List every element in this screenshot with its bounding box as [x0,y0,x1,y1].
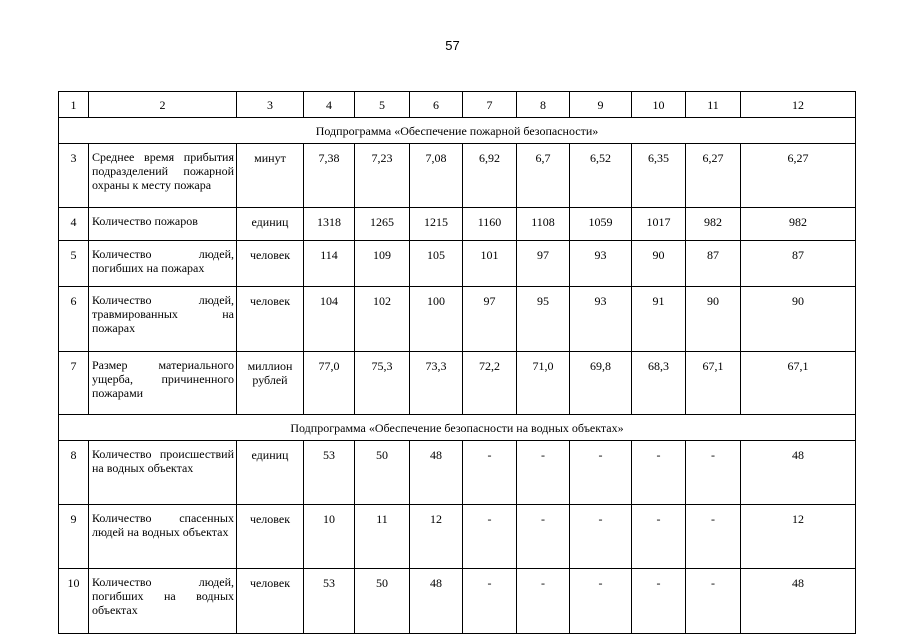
value-cell: 12 [741,505,856,569]
value-cell: 90 [632,241,686,287]
indicator-name: Количество спасенных людей на водных объектах [89,505,237,569]
value-cell: 95 [517,287,570,352]
page-number: 57 [445,38,460,53]
row-number: 4 [59,208,89,241]
value-cell: - [463,441,517,505]
row-number: 9 [59,505,89,569]
value-cell: - [570,505,632,569]
unit-cell: единиц [237,208,304,241]
value-cell: 90 [741,287,856,352]
value-cell: 11 [355,505,410,569]
value-cell: 97 [463,287,517,352]
value-cell: 1160 [463,208,517,241]
header-cell: 2 [89,92,237,118]
value-cell: 6,7 [517,144,570,208]
header-cell: 9 [570,92,632,118]
value-cell: 105 [410,241,463,287]
value-cell: 93 [570,287,632,352]
value-cell: 69,8 [570,352,632,415]
indicator-name: Количество пожаров [89,208,237,241]
section-title: Подпрограмма «Обеспечение пожарной безопасности» [59,118,856,144]
section-row-fire-safety [59,118,856,144]
value-cell: 6,92 [463,144,517,208]
value-cell: 87 [741,241,856,287]
value-cell: 6,27 [686,144,741,208]
value-cell: 53 [304,441,355,505]
unit-cell: человек [237,505,304,569]
value-cell: 104 [304,287,355,352]
row-number: 3 [59,144,89,208]
value-cell: 1059 [570,208,632,241]
value-cell: 48 [410,441,463,505]
value-cell: 12 [410,505,463,569]
row-number: 10 [59,569,89,634]
value-cell: - [463,505,517,569]
header-cell: 11 [686,92,741,118]
value-cell: 93 [570,241,632,287]
unit-cell: человек [237,569,304,634]
header-cell: 3 [237,92,304,118]
value-cell: 73,3 [410,352,463,415]
section-row-water-safety [59,415,856,441]
value-cell: - [686,505,741,569]
value-cell: 982 [741,208,856,241]
value-cell: - [570,569,632,634]
value-cell: 101 [463,241,517,287]
value-cell: - [517,569,570,634]
header-cell: 10 [632,92,686,118]
row-number: 5 [59,241,89,287]
value-cell: 100 [410,287,463,352]
value-cell: 50 [355,441,410,505]
value-cell: 97 [517,241,570,287]
value-cell: 7,23 [355,144,410,208]
table-row [59,441,856,505]
value-cell: 1265 [355,208,410,241]
value-cell: 77,0 [304,352,355,415]
value-cell: 53 [304,569,355,634]
value-cell: 114 [304,241,355,287]
table-row [59,352,856,415]
value-cell: 68,3 [632,352,686,415]
unit-cell: минут [237,144,304,208]
value-cell: 6,35 [632,144,686,208]
value-cell: 7,38 [304,144,355,208]
value-cell: 7,08 [410,144,463,208]
table-row [59,569,856,634]
value-cell: 48 [410,569,463,634]
value-cell: 1215 [410,208,463,241]
value-cell: - [686,441,741,505]
value-cell: 75,3 [355,352,410,415]
table-row [59,505,856,569]
indicator-name: Среднее время прибытия подразделений пожарной охраны к месту пожара [89,144,237,208]
row-number: 6 [59,287,89,352]
row-number: 8 [59,441,89,505]
value-cell: 982 [686,208,741,241]
value-cell: 10 [304,505,355,569]
value-cell: 67,1 [741,352,856,415]
value-cell: 90 [686,287,741,352]
header-cell: 12 [741,92,856,118]
value-cell: 1108 [517,208,570,241]
value-cell: - [686,569,741,634]
table-row [59,208,856,241]
value-cell: 48 [741,569,856,634]
table-header-row [59,92,856,118]
value-cell: 67,1 [686,352,741,415]
value-cell: - [517,505,570,569]
value-cell: 71,0 [517,352,570,415]
table-row [59,144,856,208]
header-cell: 1 [59,92,89,118]
value-cell: 1318 [304,208,355,241]
header-cell: 8 [517,92,570,118]
indicator-name: Количество происшествий на водных объектах [89,441,237,505]
value-cell: 6,52 [570,144,632,208]
value-cell: 6,27 [741,144,856,208]
value-cell: - [517,441,570,505]
table-row [59,287,856,352]
indicator-name: Количество людей, травмированных на пожарах [89,287,237,352]
unit-cell: человек [237,287,304,352]
value-cell: 50 [355,569,410,634]
value-cell: 1017 [632,208,686,241]
value-cell: - [632,569,686,634]
value-cell: 87 [686,241,741,287]
indicator-name: Размер материального ущерба, причиненного пожарами [89,352,237,415]
unit-cell: миллион рублей [237,352,304,415]
header-cell: 6 [410,92,463,118]
value-cell: 72,2 [463,352,517,415]
value-cell: - [632,505,686,569]
value-cell: 109 [355,241,410,287]
section-title: Подпрограмма «Обеспечение безопасности на водных объектах» [59,415,856,441]
indicator-name: Количество людей, погибших на пожарах [89,241,237,287]
indicator-name: Количество людей, погибших на водных объектах [89,569,237,634]
row-number: 7 [59,352,89,415]
value-cell: 48 [741,441,856,505]
header-cell: 7 [463,92,517,118]
table-row [59,241,856,287]
value-cell: - [632,441,686,505]
header-cell: 4 [304,92,355,118]
value-cell: 91 [632,287,686,352]
value-cell: - [463,569,517,634]
indicators-table [58,91,856,634]
value-cell: 102 [355,287,410,352]
unit-cell: единиц [237,441,304,505]
unit-cell: человек [237,241,304,287]
value-cell: - [570,441,632,505]
header-cell: 5 [355,92,410,118]
